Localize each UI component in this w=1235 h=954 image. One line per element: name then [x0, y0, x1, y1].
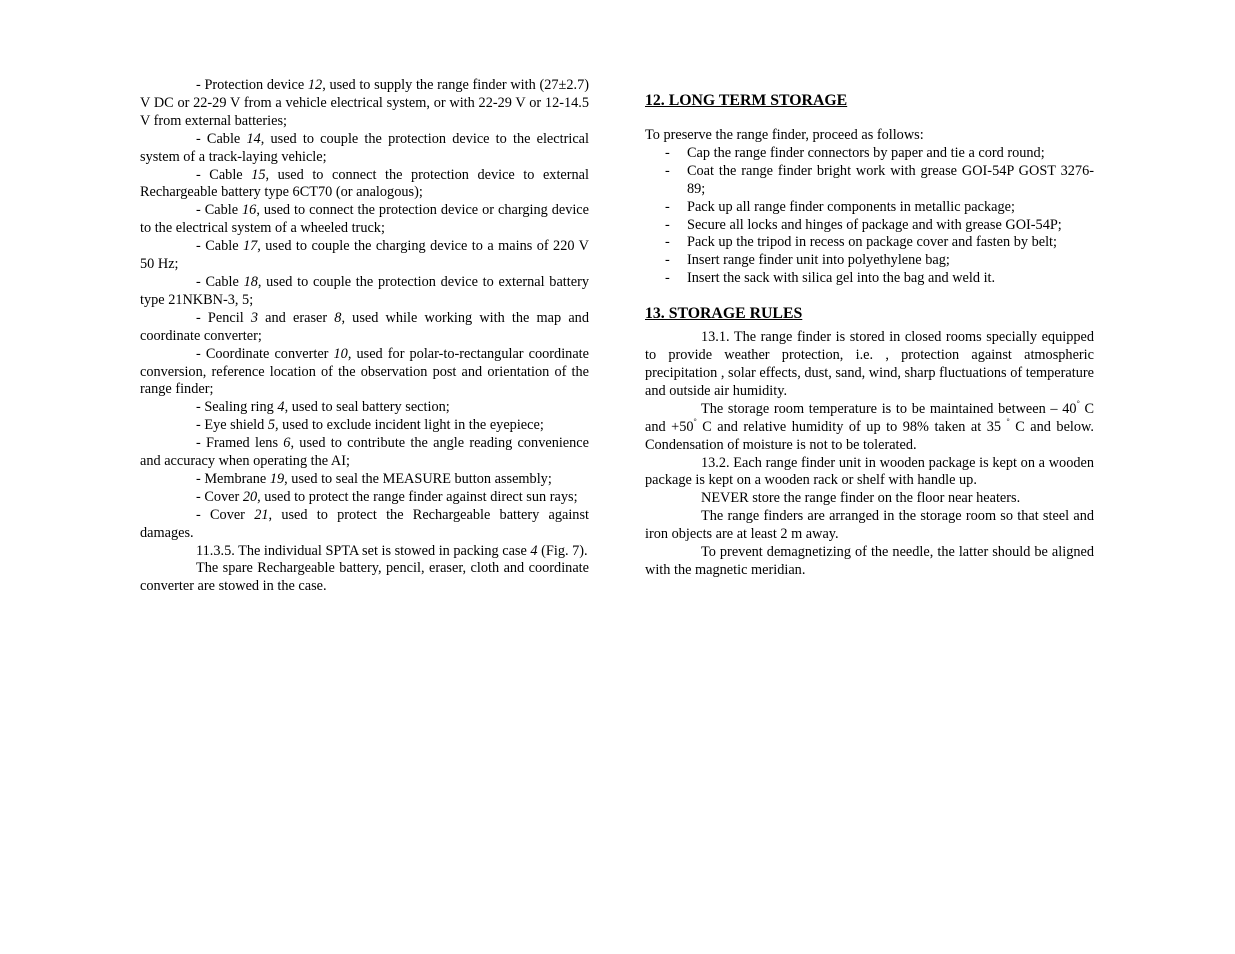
list-item: - Secure all locks and hinges of package and with grease GOI-54P; — [665, 216, 1062, 233]
paragraph-cable-16: - Cable 16, used to connect the protection device or charging device to the electrical system of a wheeled truck; — [140, 202, 590, 237]
item-number: 4 — [530, 542, 538, 559]
item-number: 19 — [269, 470, 285, 487]
list-item: - Pack up all range finder components in metallic package; — [665, 198, 1015, 215]
paragraph-framed-lens: - Framed lens 6, used to contribute the angle reading convenience and accuracy when operating the AI; — [140, 435, 589, 470]
dash-bullet: - — [665, 234, 670, 251]
paragraph-arrangement: The range finders are arranged in the storage room so that steel and iron objects are at least 2 m away. — [645, 508, 1094, 543]
paragraph-spare-battery: The spare Rechargeable battery, pencil, eraser, cloth and coordinate converter are stowed in the case. — [140, 560, 589, 595]
item-number: 5 — [267, 417, 276, 434]
item-number: 18 — [243, 273, 258, 290]
paragraph-temperature: The storage room temperature is to be maintained between – 40° C and +50° C and relative humidity of up to 98% taken at 35 ° C and below. Condensation of moisture is not to be tolerated. — [645, 398, 1095, 453]
dash-bullet: - — [665, 216, 670, 233]
list-item: - Insert range finder unit into polyethylene bag; — [665, 252, 950, 269]
paragraph-cable-14: - Cable 14, used to couple the protection device to the electrical system of a track-laying vehicle; — [140, 130, 589, 165]
paragraph-cable-17: - Cable 17, used to couple the charging device to a mains of 220 V 50 Hz; — [140, 238, 589, 273]
paragraph-eye-shield: - Eye shield 5, used to exclude incident light in the eyepiece; — [196, 417, 544, 434]
right-column — [645, 77, 1094, 580]
paragraph-protection-device: - Protection device 12, used to supply the range finder with (27±2.7) V DC or 22-29 V from a vehicle electrical system, or with 22-29 V or 12-14.5 V from external batteries; — [140, 77, 589, 129]
item-number: 10 — [333, 345, 348, 362]
list-item: - Insert the sack with silica gel into the bag and weld it. — [665, 270, 996, 287]
paragraph-sealing-ring: - Sealing ring 4, used to seal battery section; — [196, 399, 450, 416]
left-column — [140, 77, 589, 596]
item-number: 8 — [334, 309, 342, 326]
paragraph-cover-21: - Cover 21, used to protect the Rechargeable battery against damages. — [140, 506, 589, 541]
paragraph-13-2: 13.2. Each range finder unit in wooden package is kept on a wooden package is kept on a wooden rack or shelf with handle up. — [645, 454, 1094, 489]
paragraph-pencil-eraser: - Pencil 3 and eraser 8, used while working with the map and coordinate converter; — [140, 309, 589, 344]
section-12-heading: 12. LONG TERM STORAGE — [645, 92, 848, 109]
section-12-intro: To preserve the range finder, proceed as follows: — [645, 127, 924, 143]
paragraph-cable-18: - Cable 18, used to couple the protection device to external battery type 21NKBN-3, 5; — [140, 273, 589, 308]
dash-bullet: - — [665, 162, 670, 179]
degree-mark: ° — [693, 416, 697, 426]
item-number: 20 — [242, 488, 258, 505]
degree-mark: ° — [1076, 398, 1080, 408]
dash-bullet: - — [665, 198, 670, 215]
dash-bullet: - — [665, 252, 670, 269]
list-item: - Coat the range finder bright work with grease GOI-54P GOST 3276-89; — [665, 162, 1094, 197]
item-number: 4 — [277, 399, 285, 416]
list-item: - Pack up the tripod in recess on package cover and fasten by belt; — [665, 234, 1058, 251]
item-number: 6 — [283, 435, 291, 452]
item-number: 3 — [250, 309, 258, 326]
paragraph-demagnetizing: To prevent demagnetizing of the needle, the latter should be aligned with the magnetic meridian. — [645, 544, 1094, 578]
dash-bullet: - — [665, 270, 670, 287]
paragraph-cable-15: - Cable 15, used to connect the protection device to external Rechargeable battery type 6CT70 (or analogous); — [140, 166, 590, 201]
dash-bullet: - — [665, 144, 670, 161]
paragraph-never-store: NEVER store the range finder on the floor near heaters. — [701, 490, 1021, 507]
paragraph-membrane: - Membrane 19, used to seal the MEASURE button assembly; — [196, 470, 552, 487]
degree-mark: ° — [1006, 416, 1010, 426]
list-item: - Cap the range finder connectors by paper and tie a cord round; — [665, 144, 1045, 161]
item-number: 14 — [246, 130, 261, 147]
paragraph-coordinate-converter: - Coordinate converter 10, used for polar-to-rectangular coordinate conversion, reference location of the observation post and orientation of the range finder; — [140, 345, 589, 398]
item-number: 17 — [242, 238, 258, 255]
paragraph-cover-20: - Cover 20, used to protect the range finder against direct sun rays; — [196, 488, 578, 505]
item-number: 21 — [254, 506, 269, 523]
item-number: 12 — [307, 77, 323, 93]
item-number: 15 — [251, 166, 266, 183]
paragraph-spta-set: 11.3.5. The individual SPTA set is stowed in packing case 4 (Fig. 7). — [196, 542, 588, 559]
storage-steps-list — [645, 145, 1094, 288]
section-13-heading: 13. STORAGE RULES — [645, 305, 803, 323]
item-number: 16 — [242, 202, 257, 219]
paragraph-13-1: 13.1. The range finder is stored in closed rooms specially equipped to provide weather protection, i.e. , protection against atmospheric precipitation , solar effects, dust, sand, wind, sharp fluctuations of temperature and outside air humidity. — [645, 329, 1094, 399]
